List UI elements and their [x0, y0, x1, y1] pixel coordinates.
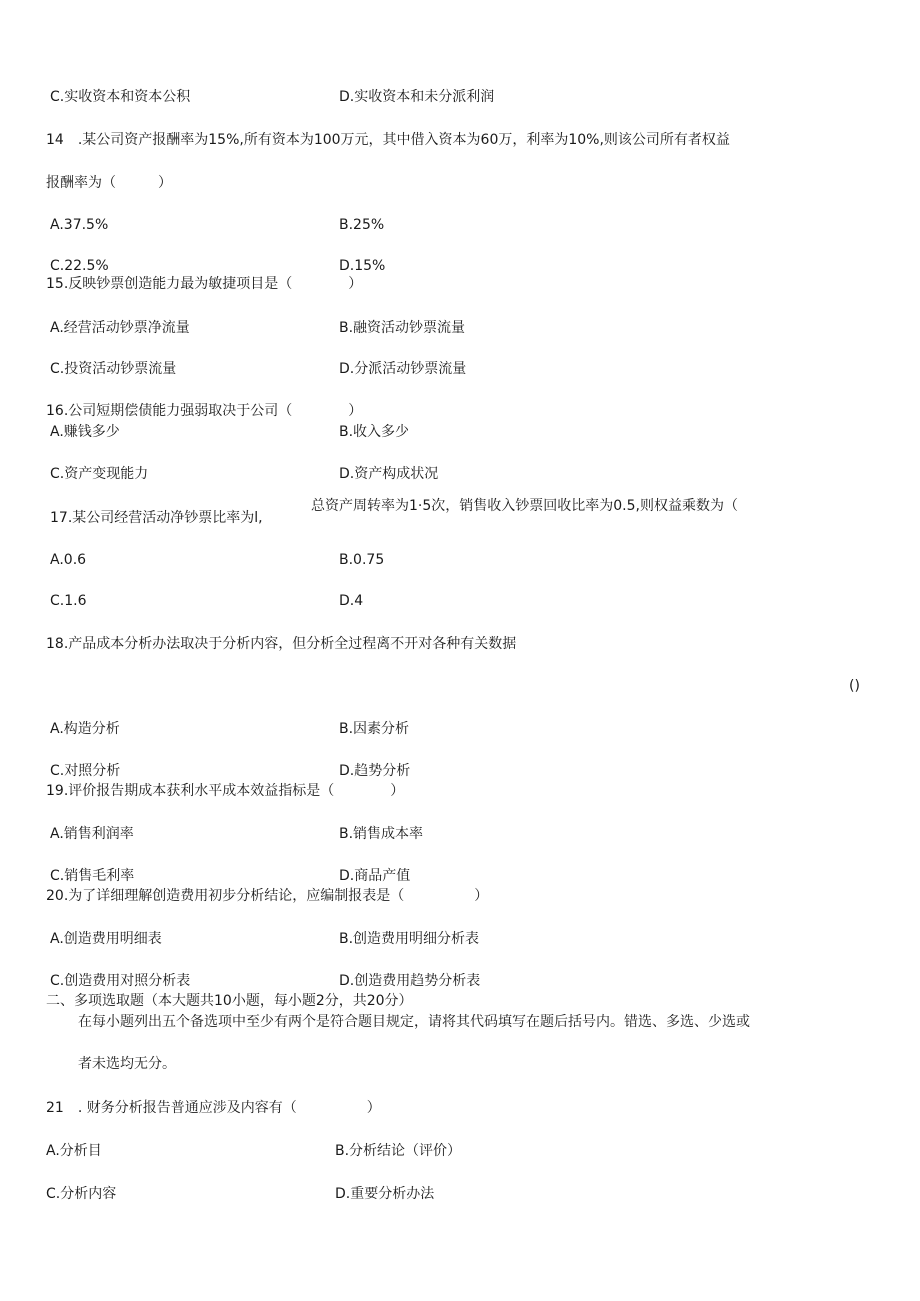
q19-option-a: A.销售利润率	[50, 826, 134, 842]
q13-option-c: C.实收资本和资本公积	[50, 89, 191, 105]
q19-stem: 19.评价报告期成本获利水平成本效益指标是（ ）	[46, 783, 405, 799]
q14-option-d: D.15%	[339, 258, 386, 274]
q18-option-d: D.趋势分析	[339, 763, 411, 779]
q20-stem: 20.为了详细理解创造费用初步分析结论，应编制报表是（ ）	[46, 888, 489, 904]
q14-stem-line1: 14 .某公司资产报酬率为15%,所有资本为100万元，其中借入资本为60万，利率为10%,则该公司所有者权益	[46, 132, 730, 148]
q14-option-a: A.37.5%	[50, 217, 109, 233]
q16-option-d: D.资产构成状况	[339, 466, 439, 482]
q21-option-b: B.分析结论（评价）	[335, 1143, 462, 1159]
q16-stem: 16.公司短期偿债能力强弱取决于公司（ ）	[46, 403, 363, 419]
q20-option-d: D.创造费用趋势分析表	[339, 973, 481, 989]
q14-option-c: C.22.5%	[50, 258, 109, 274]
q19-option-c: C.销售毛利率	[50, 868, 135, 884]
section-2-title: 二、多项选取题（本大题共10小题，每小题2分，共20分）	[46, 993, 413, 1009]
q14-option-b: B.25%	[339, 217, 385, 233]
q15-option-d: D.分派活动钞票流量	[339, 361, 467, 377]
q17-stem-left: 17.某公司经营活动净钞票比率为l,	[50, 510, 263, 526]
q21-stem: 21 . 财务分析报告普通应涉及内容有（ ）	[46, 1100, 381, 1116]
section-2-instructions-line1: 在每小题列出五个备选项中至少有两个是符合题目规定，请将其代码填写在题后括号内。错选、多选、少选或	[78, 1014, 750, 1030]
q14-stem-line2: 报酬率为（ ）	[46, 175, 172, 191]
q16-option-c: C.资产变现能力	[50, 466, 149, 482]
q17-option-b: B.0.75	[339, 552, 385, 568]
q21-option-c: C.分析内容	[46, 1186, 117, 1202]
q15-option-a: A.经营活动钞票净流量	[50, 320, 190, 336]
q17-stem-right: 总资产周转率为1·5次，销售收入钞票回收比率为0.5,则权益乘数为（	[311, 498, 738, 514]
q13-option-d: D.实收资本和未分派利润	[339, 89, 495, 105]
q15-option-b: B.融资活动钞票流量	[339, 320, 466, 336]
q18-option-c: C.对照分析	[50, 763, 121, 779]
q18-option-b: B.因素分析	[339, 721, 410, 737]
q20-option-b: B.创造费用明细分析表	[339, 931, 480, 947]
section-2-instructions-line2: 者未选均无分。	[78, 1056, 176, 1072]
q21-option-d: D.重要分析办法	[335, 1186, 435, 1202]
q19-option-d: D.商品产值	[339, 868, 411, 884]
q21-option-a: A.分析目	[46, 1143, 102, 1159]
q15-option-c: C.投资活动钞票流量	[50, 361, 177, 377]
q18-answer-paren: ()	[849, 678, 860, 694]
q19-option-b: B.销售成本率	[339, 826, 424, 842]
q16-option-a: A.赚钱多少	[50, 424, 120, 440]
q18-stem: 18.产品成本分析办法取决于分析内容，但分析全过程离不开对各种有关数据	[46, 636, 517, 652]
q17-option-a: A.0.6	[50, 552, 87, 568]
q18-option-a: A.构造分析	[50, 721, 120, 737]
q20-option-a: A.创造费用明细表	[50, 931, 162, 947]
q17-option-c: C.1.6	[50, 593, 87, 609]
q17-option-d: D.4	[339, 593, 364, 609]
q15-stem: 15.反映钞票创造能力最为敏捷项目是（ ）	[46, 276, 363, 292]
q16-option-b: B.收入多少	[339, 424, 410, 440]
q20-option-c: C.创造费用对照分析表	[50, 973, 191, 989]
